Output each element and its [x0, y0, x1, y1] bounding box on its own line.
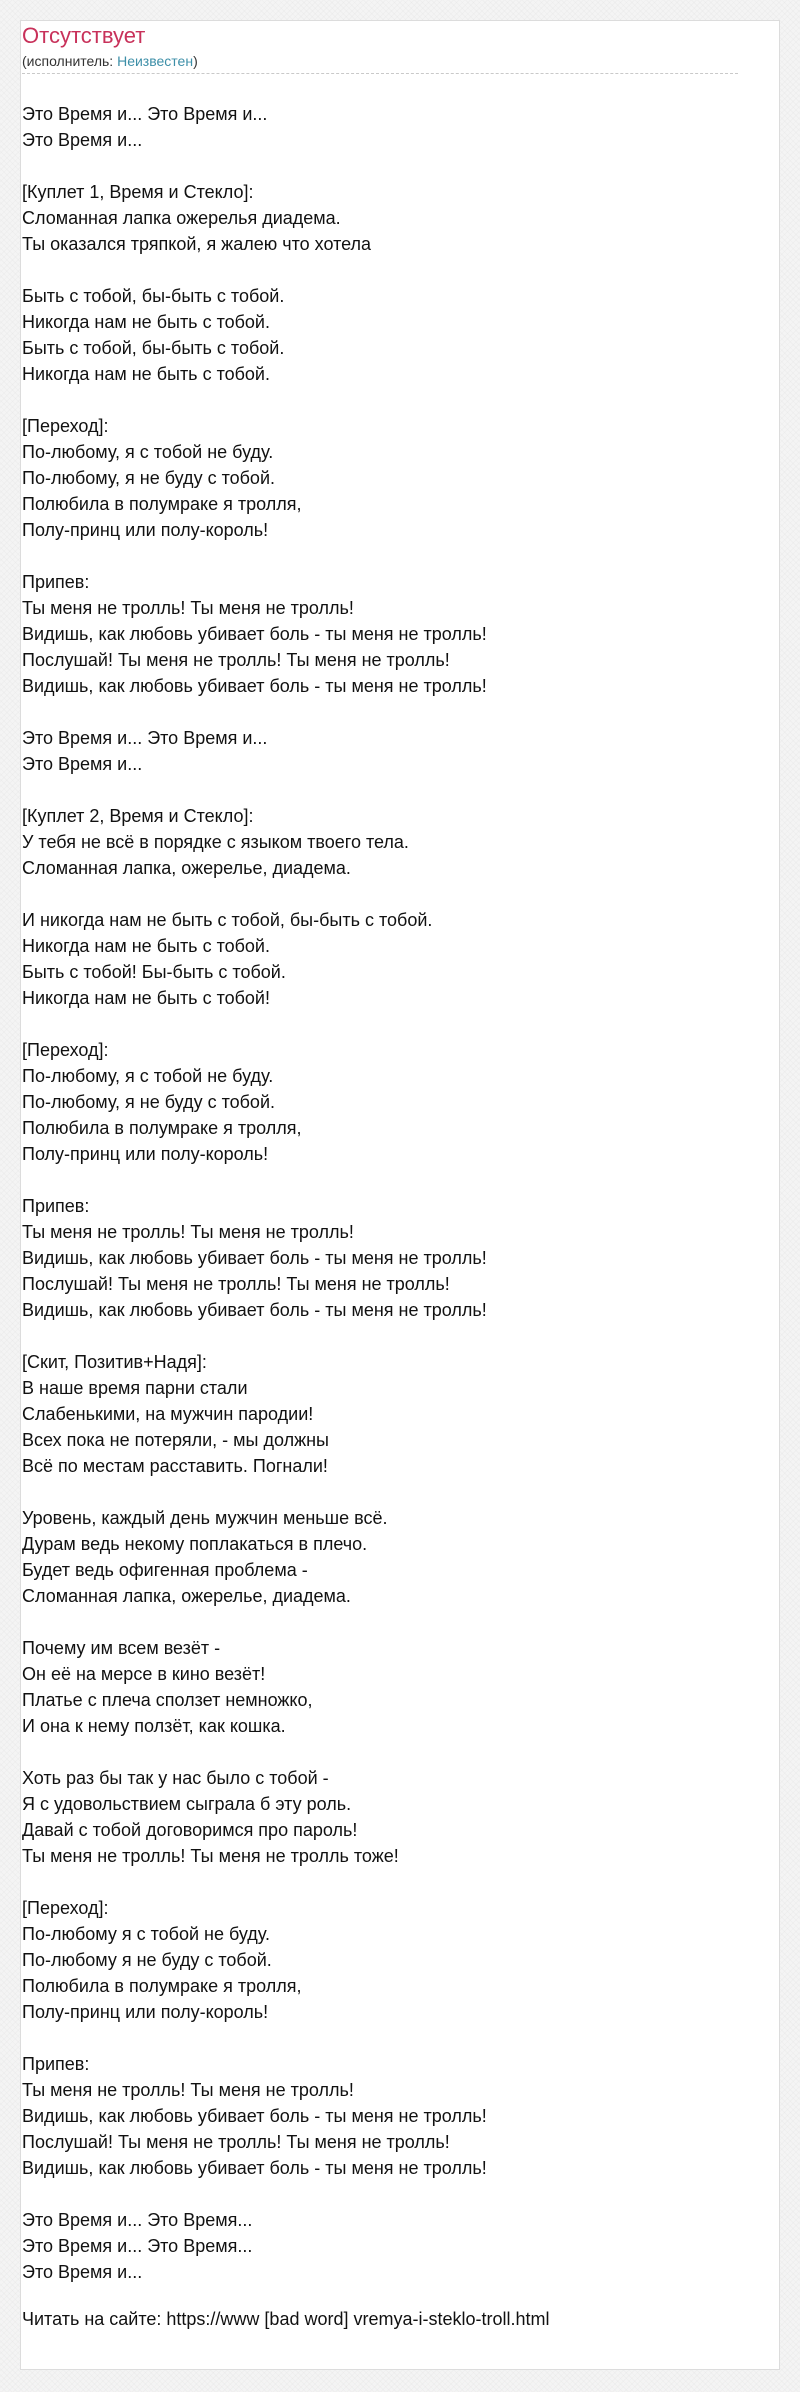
song-title: Отсутствует — [22, 23, 146, 48]
lyrics-line: Полюбила в полумраке я тролля, — [22, 1118, 302, 1138]
lyrics-line: [Куплет 2, Время и Стекло]: — [22, 806, 254, 826]
lyrics-line: Послушай! Ты меня не тролль! Ты меня не тролль! — [22, 650, 450, 670]
lyrics-blank-line — [22, 1869, 738, 1895]
lyrics-line: Послушай! Ты меня не тролль! Ты меня не тролль! — [22, 1274, 450, 1294]
lyrics-line: Это Время и... Это Время и... — [22, 104, 268, 124]
lyrics-line: Слабенькими, на мужчин пародии! — [22, 1404, 314, 1424]
lyrics-line: [Переход]: — [22, 1898, 109, 1918]
lyrics-line: Будет ведь офигенная проблема - — [22, 1560, 308, 1580]
lyrics-line: Послушай! Ты меня не тролль! Ты меня не тролль! — [22, 2132, 450, 2152]
lyrics-blank-line — [22, 2025, 738, 2051]
lyrics-line: Всё по местам расставить. Погнали! — [22, 1456, 328, 1476]
lyrics-line: По-любому, я не буду с тобой. — [22, 468, 275, 488]
lyrics-blank-line — [22, 1479, 738, 1505]
artist-suffix: ) — [193, 53, 198, 69]
lyrics-line: Это Время и... Это Время и... — [22, 728, 268, 748]
lyrics-line: Видишь, как любовь убивает боль - ты меня не тролль! — [22, 1248, 487, 1268]
lyrics-line: [Переход]: — [22, 1040, 109, 1060]
lyrics-line: Ты оказался тряпкой, я жалею что хотела — [22, 234, 372, 254]
lyrics-line: По-любому, я не буду с тобой. — [22, 1092, 275, 1112]
lyrics-line: Я с удовольствием сыграла б эту роль. — [22, 1794, 352, 1814]
lyrics-line: Никогда нам не быть с тобой! — [22, 988, 270, 1008]
lyrics-blank-line — [22, 1323, 738, 1349]
lyrics-blank-line — [22, 543, 738, 569]
lyrics-body — [22, 101, 738, 2285]
lyrics-line: Это Время и... — [22, 2262, 143, 2282]
artist-prefix: (исполнитель: — [22, 53, 118, 69]
lyrics-line: Уровень, каждый день мужчин меньше всё. — [22, 1508, 388, 1528]
lyrics-blank-line — [22, 1167, 738, 1193]
lyrics-line: Никогда нам не быть с тобой. — [22, 364, 270, 384]
lyrics-line: Дурам ведь некому поплакаться в плечо. — [22, 1534, 368, 1554]
lyrics-blank-line — [22, 257, 738, 283]
lyrics-line: По-любому я не буду с тобой. — [22, 1950, 272, 1970]
lyrics-line: Быть с тобой, бы-быть с тобой. — [22, 286, 285, 306]
lyrics-line: Это Время и... — [22, 130, 143, 150]
lyrics-line: Видишь, как любовь убивает боль - ты меня не тролль! — [22, 2106, 487, 2126]
lyrics-line: Полу-принц или полу-король! — [22, 2002, 269, 2022]
source-line — [22, 2306, 738, 2332]
source-prefix: Читать на сайте: — [22, 2309, 167, 2329]
lyrics-line: Почему им всем везёт - — [22, 1638, 221, 1658]
lyrics-line: Ты меня не тролль! Ты меня не тролль тоже! — [22, 1846, 399, 1866]
lyrics-line: Видишь, как любовь убивает боль - ты меня не тролль! — [22, 2158, 487, 2178]
lyrics-line: Платье с плеча сползет немножко, — [22, 1690, 313, 1710]
lyrics-line: По-любому я с тобой не буду. — [22, 1924, 270, 1944]
lyrics-line: Полу-принц или полу-король! — [22, 520, 269, 540]
lyrics-line: Сломанная лапка, ожерелье, диадема. — [22, 858, 351, 878]
lyrics-line: Припев: — [22, 2054, 90, 2074]
lyrics-blank-line — [22, 1739, 738, 1765]
lyrics-blank-line — [22, 1609, 738, 1635]
lyrics-line: Хоть раз бы так у нас было с тобой - — [22, 1768, 329, 1788]
lyrics-blank-line — [22, 387, 738, 413]
artist-link[interactable]: Неизвестен — [117, 53, 194, 69]
lyrics-line: [Переход]: — [22, 416, 109, 436]
lyrics-line: И никогда нам не быть с тобой, бы-быть с тобой. — [22, 910, 433, 930]
lyrics-line: По-любому, я с тобой не буду. — [22, 442, 274, 462]
lyrics-line: Видишь, как любовь убивает боль - ты меня не тролль! — [22, 624, 487, 644]
lyrics-line: Давай с тобой договоримся про пароль! — [22, 1820, 358, 1840]
lyrics-line: [Скит, Позитив+Надя]: — [22, 1352, 207, 1372]
lyrics-line: В наше время парни стали — [22, 1378, 248, 1398]
lyrics-line: У тебя не всё в порядке с языком твоего тела. — [22, 832, 409, 852]
lyrics-line: Быть с тобой, бы-быть с тобой. — [22, 338, 285, 358]
lyrics-line: Припев: — [22, 572, 90, 592]
lyrics-line: Видишь, как любовь убивает боль - ты меня не тролль! — [22, 1300, 487, 1320]
lyrics-line: По-любому, я с тобой не буду. — [22, 1066, 274, 1086]
lyrics-line: Полюбила в полумраке я тролля, — [22, 494, 302, 514]
lyrics-line: Это Время и... — [22, 754, 143, 774]
lyrics-line: Полу-принц или полу-король! — [22, 1144, 269, 1164]
lyrics-line: Видишь, как любовь убивает боль - ты меня не тролль! — [22, 676, 487, 696]
lyrics-line: Никогда нам не быть с тобой. — [22, 936, 270, 956]
lyrics-blank-line — [22, 881, 738, 907]
lyrics-blank-line — [22, 1011, 738, 1037]
lyrics-line: [Куплет 1, Время и Стекло]: — [22, 182, 254, 202]
lyrics-line: Это Время и... Это Время... — [22, 2236, 253, 2256]
lyrics-line: Ты меня не тролль! Ты меня не тролль! — [22, 2080, 354, 2100]
lyrics-line: Быть с тобой! Бы-быть с тобой. — [22, 962, 286, 982]
lyrics-blank-line — [22, 153, 738, 179]
lyrics-line: Это Время и... Это Время... — [22, 2210, 253, 2230]
song-header — [22, 22, 738, 74]
lyrics-line: И она к нему ползёт, как кошка. — [22, 1716, 286, 1736]
source-link[interactable]: https://www [bad word] vremyа-i-steklo-troll.html — [166, 2309, 550, 2329]
lyrics-line: Никогда нам не быть с тобой. — [22, 312, 270, 332]
lyrics-line: Он её на мерсе в кино везёт! — [22, 1664, 266, 1684]
lyrics-line: Полюбила в полумраке я тролля, — [22, 1976, 302, 1996]
lyrics-line: Сломанная лапка, ожерелье, диадема. — [22, 1586, 351, 1606]
lyrics-blank-line — [22, 2181, 738, 2207]
lyrics-line: Всех пока не потеряли, - мы должны — [22, 1430, 329, 1450]
lyrics-line: Ты меня не тролль! Ты меня не тролль! — [22, 1222, 354, 1242]
lyrics-line: Припев: — [22, 1196, 90, 1216]
lyrics-line: Сломанная лапка ожерелья диадема. — [22, 208, 341, 228]
lyrics-line: Ты меня не тролль! Ты меня не тролль! — [22, 598, 354, 618]
lyrics-blank-line — [22, 777, 738, 803]
artist-line — [22, 52, 738, 74]
lyrics-blank-line — [22, 699, 738, 725]
